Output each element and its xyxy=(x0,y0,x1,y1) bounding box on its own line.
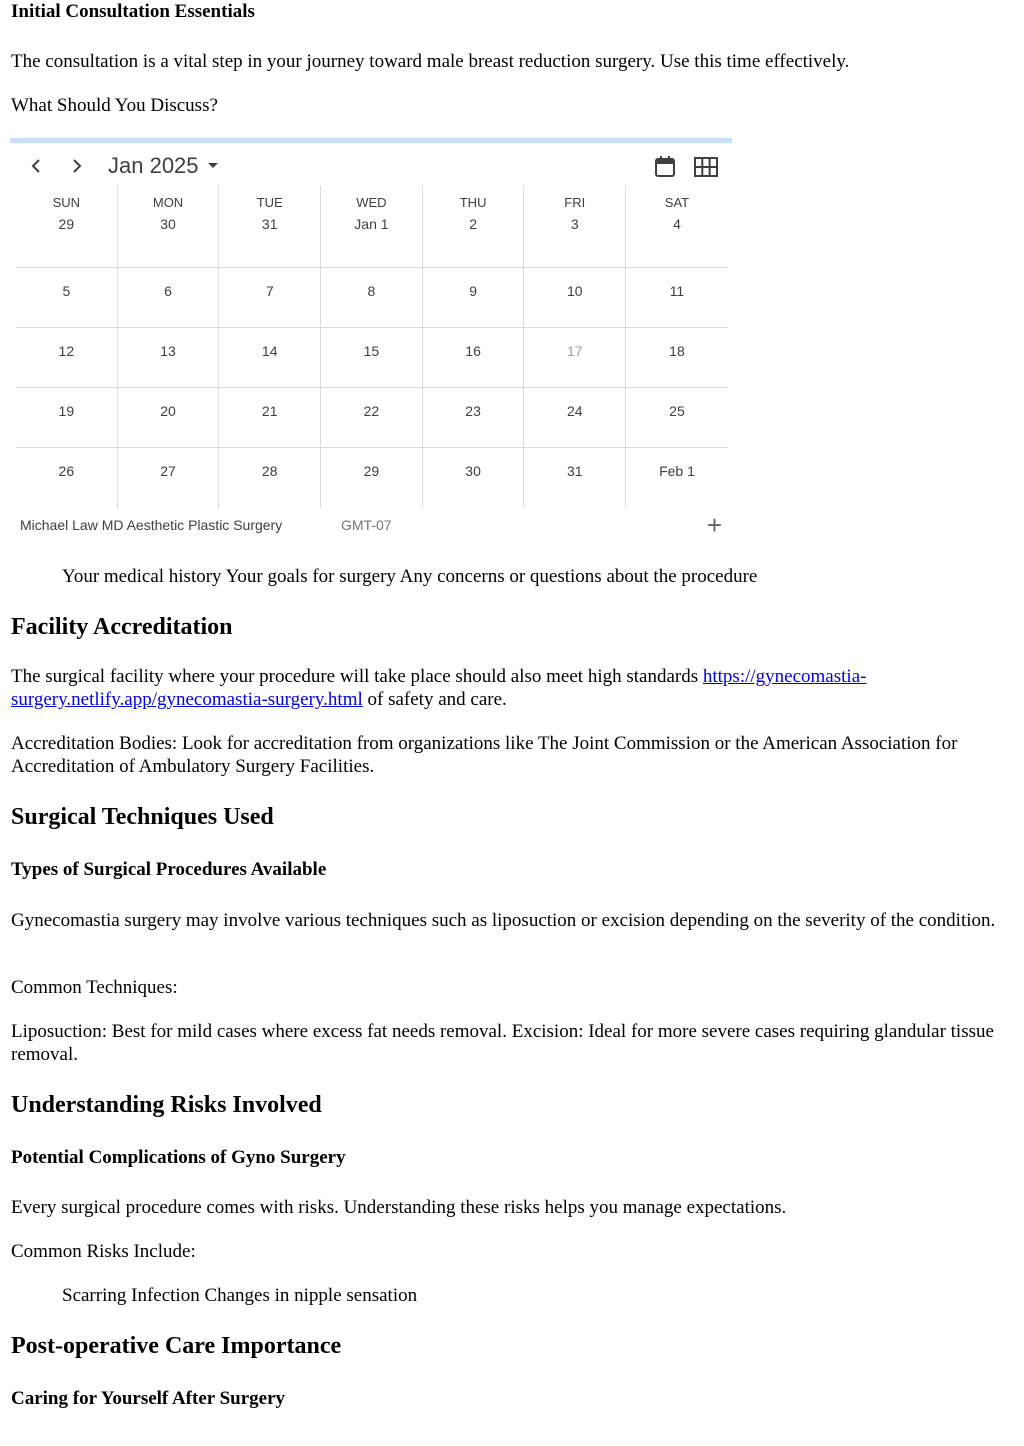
day-number: 4 xyxy=(673,216,681,232)
calendar-day-cell[interactable] xyxy=(626,186,728,268)
techniques-list: Liposuction: Best for mild cases where excess fat needs removal. Excision: Ideal for more severe cases requiring glandular tissue removal. xyxy=(11,1021,994,1065)
caret-down-icon xyxy=(207,162,219,170)
calendar-day-cell[interactable] xyxy=(423,268,525,328)
calendar-day-cell[interactable] xyxy=(219,328,321,388)
calendar-day-cell[interactable] xyxy=(118,268,220,328)
day-number: 2 xyxy=(469,216,477,232)
calendar-day-cell[interactable] xyxy=(423,186,525,268)
calendar-grid xyxy=(16,186,728,508)
day-number: 26 xyxy=(58,463,75,479)
grid-icon xyxy=(694,157,718,177)
risks-intro: Every surgical procedure comes with risks. Understanding these risks helps you manage expectations. xyxy=(11,1197,787,1218)
day-number: 31 xyxy=(261,216,278,232)
add-calendar-button[interactable]: + xyxy=(706,510,722,540)
calendar-day-cell[interactable] xyxy=(219,448,321,508)
section-heading-risks: Understanding Risks Involved xyxy=(11,1092,322,1118)
chevron-left-icon xyxy=(29,158,43,174)
day-number: 25 xyxy=(669,403,685,419)
weekday-label: TUE xyxy=(256,195,283,210)
calendar-day-cell[interactable] xyxy=(626,388,728,448)
chevron-right-icon xyxy=(70,158,84,174)
weekday-label: THU xyxy=(459,195,487,210)
discuss-label: What Should You Discuss? xyxy=(11,95,218,116)
day-number: 13 xyxy=(160,343,176,359)
calendar-day-cell[interactable] xyxy=(219,388,321,448)
accreditation-bodies: Accreditation Bodies: Look for accreditation from organizations like The Joint Commission or the American Association for Accreditation of Ambulatory Surgery Facilities. xyxy=(11,733,958,777)
calendar-day-cell[interactable] xyxy=(524,388,626,448)
calendar-day-cell[interactable] xyxy=(321,388,423,448)
calendar-icon xyxy=(654,156,676,178)
day-number: 8 xyxy=(367,283,376,299)
weekday-label: FRI xyxy=(564,195,586,210)
day-number: 9 xyxy=(469,283,477,299)
calendar-day-cell[interactable] xyxy=(118,448,220,508)
section-heading-facility: Facility Accreditation xyxy=(11,614,233,640)
day-number: 18 xyxy=(669,343,685,359)
next-month-button[interactable] xyxy=(65,152,89,180)
calendar-timezone: GMT-07 xyxy=(341,517,392,533)
day-number: 6 xyxy=(164,283,172,299)
calendar-day-cell[interactable] xyxy=(321,448,423,508)
day-number: 15 xyxy=(363,343,380,359)
day-number: 16 xyxy=(465,343,481,359)
calendar-day-cell[interactable] xyxy=(16,448,118,508)
day-number: 10 xyxy=(566,283,583,299)
weekday-label: WED xyxy=(356,195,387,210)
calendar-day-cell[interactable] xyxy=(118,186,220,268)
calendar-footer xyxy=(20,510,726,540)
discuss-items: Your medical history Your goals for surgery Any concerns or questions about the procedure xyxy=(62,566,758,587)
weekday-label: MON xyxy=(152,195,184,210)
day-number: 21 xyxy=(261,403,278,419)
consultation-intro: The consultation is a vital step in your journey toward male breast reduction surgery. Use this time effectively. xyxy=(11,51,850,72)
calendar-day-cell[interactable] xyxy=(16,328,118,388)
day-number: 29 xyxy=(363,463,380,479)
schedule-view-button[interactable] xyxy=(693,154,719,180)
techniques-subheading: Types of Surgical Procedures Available xyxy=(11,859,327,880)
calendar-day-cell[interactable] xyxy=(16,186,118,268)
calendar-day-cell[interactable] xyxy=(626,448,728,508)
facility-link[interactable]: https://gynecomastia-surgery.netlify.app/gynecomastia-surgery.html xyxy=(11,666,867,710)
facility-text xyxy=(11,665,1011,711)
risks-list: Scarring Infection Changes in nipple sensation xyxy=(62,1285,418,1306)
techniques-intro: Gynecomastia surgery may involve various techniques such as liposuction or excision depending on the severity of the condition. xyxy=(11,910,996,931)
calendar-day-cell[interactable] xyxy=(524,448,626,508)
day-number: 7 xyxy=(265,283,274,299)
day-number: 28 xyxy=(261,463,278,479)
section-heading-techniques: Surgical Techniques Used xyxy=(11,804,274,830)
day-number: 11 xyxy=(669,283,685,299)
calendar-day-cell[interactable] xyxy=(118,388,220,448)
calendar-day-cell[interactable] xyxy=(219,186,321,268)
calendar-header xyxy=(10,143,732,191)
calendar-day-cell[interactable] xyxy=(219,268,321,328)
calendar-day-cell[interactable] xyxy=(321,186,423,268)
calendar-day-cell[interactable] xyxy=(16,388,118,448)
calendar-organization: Michael Law MD Aesthetic Plastic Surgery xyxy=(20,517,283,533)
day-number: 17 xyxy=(566,343,583,359)
calendar-day-cell[interactable] xyxy=(118,328,220,388)
day-number: 24 xyxy=(566,403,583,419)
postop-subheading: Caring for Yourself After Surgery xyxy=(11,1388,286,1409)
calendar-day-cell[interactable] xyxy=(321,268,423,328)
calendar-widget xyxy=(10,138,732,548)
day-number: 14 xyxy=(261,343,278,359)
prev-month-button[interactable] xyxy=(24,152,48,180)
risks-subheading: Potential Complications of Gyno Surgery xyxy=(11,1147,346,1168)
day-number: 5 xyxy=(62,283,71,299)
day-number: 30 xyxy=(465,463,481,479)
day-number: 3 xyxy=(570,216,579,232)
calendar-day-cell[interactable] xyxy=(524,328,626,388)
section-heading-consultation: Initial Consultation Essentials xyxy=(11,1,255,22)
month-view-button[interactable] xyxy=(652,154,678,180)
day-number: Jan 1 xyxy=(354,216,389,232)
month-label: Jan 2025 xyxy=(108,153,199,178)
day-number: 29 xyxy=(58,216,75,232)
facility-text-before: The surgical facility where your procedure will take place should also meet high standards xyxy=(11,666,703,687)
calendar-day-cell[interactable] xyxy=(524,268,626,328)
calendar-day-cell[interactable] xyxy=(423,328,525,388)
calendar-day-cell[interactable] xyxy=(626,268,728,328)
day-number: 23 xyxy=(465,403,481,419)
day-number: Feb 1 xyxy=(659,463,695,479)
day-number: 31 xyxy=(566,463,583,479)
calendar-day-cell[interactable] xyxy=(423,448,525,508)
month-selector[interactable] xyxy=(108,152,219,180)
calendar-day-cell[interactable] xyxy=(423,388,525,448)
weekday-label: SAT xyxy=(664,195,690,210)
day-number: 12 xyxy=(58,343,75,359)
common-risks-label: Common Risks Include: xyxy=(11,1241,196,1262)
calendar-day-cell[interactable] xyxy=(321,328,423,388)
common-techniques-label: Common Techniques: xyxy=(11,977,178,998)
day-number: 30 xyxy=(160,216,176,232)
day-number: 20 xyxy=(160,403,176,419)
day-number: 27 xyxy=(160,463,176,479)
facility-text-after: of safety and care. xyxy=(362,689,507,710)
calendar-day-cell[interactable] xyxy=(524,186,626,268)
day-number: 19 xyxy=(58,403,75,419)
day-number: 22 xyxy=(363,403,380,419)
weekday-label: SUN xyxy=(52,195,81,210)
calendar-day-cell[interactable] xyxy=(16,268,118,328)
section-heading-postop: Post-operative Care Importance xyxy=(11,1333,342,1359)
calendar-day-cell[interactable] xyxy=(626,328,728,388)
